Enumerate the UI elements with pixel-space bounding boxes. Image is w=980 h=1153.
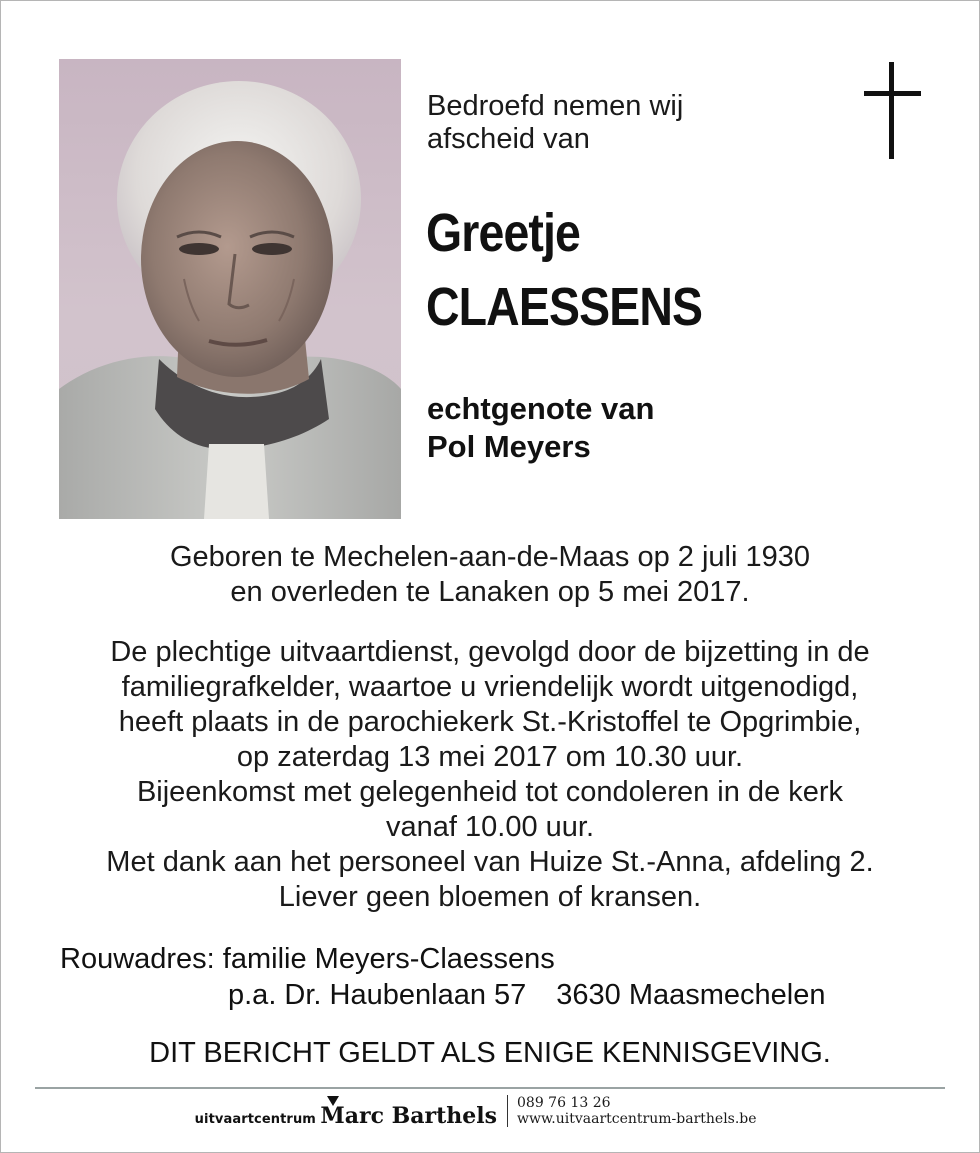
- portrait-photo: [59, 59, 401, 519]
- intro-line: Bedroefd nemen wij: [427, 90, 684, 122]
- funeral-home-logo: [195, 1103, 497, 1129]
- service-info: [40, 635, 940, 915]
- birth-death-info: [40, 540, 940, 610]
- cross-icon: [864, 62, 922, 160]
- logo-brand: Marc Barthels: [320, 1103, 497, 1129]
- spouse-name: Pol Meyers: [427, 429, 591, 464]
- mourning-address: [228, 978, 826, 1012]
- service-line: op zaterdag 13 mei 2017 om 10.30 uur.: [236, 741, 744, 773]
- death-line: en overleden te Lanaken op 5 mei 2017.: [230, 576, 750, 608]
- spouse-info: [427, 390, 654, 466]
- logo-prefix: uitvaartcentrum: [194, 1112, 316, 1127]
- mourning-address-label: Rouwadres: familie Meyers-Claessens: [60, 943, 555, 975]
- intro-text: [427, 90, 683, 156]
- intro-line: afscheid van: [427, 123, 590, 155]
- website-link[interactable]: www.uitvaartcentrum-barthels.be: [517, 1111, 757, 1127]
- footer-separator: [507, 1095, 508, 1127]
- service-line: vanaf 10.00 uur.: [386, 811, 594, 843]
- last-name: CLAESSENS: [426, 277, 703, 337]
- contact-info: [517, 1095, 757, 1127]
- notice-text: DIT BERICHT GELDT ALS ENIGE KENNISGEVING.: [149, 1037, 831, 1069]
- address-city: 3630 Maasmechelen: [556, 979, 826, 1011]
- phone-number: 089 76 13 26: [517, 1095, 611, 1111]
- service-line: Met dank aan het personeel van Huize St.-Anna, afdeling 2.: [106, 846, 874, 878]
- first-name: Greetje: [426, 203, 581, 263]
- service-line: Liever geen bloemen of kransen.: [278, 881, 702, 913]
- service-line: familiegrafkelder, waartoe u vriendelijk wordt uitgenodigd,: [121, 671, 859, 703]
- footer-divider: [35, 1087, 945, 1089]
- service-line: De plechtige uitvaartdienst, gevolgd door de bijzetting in de: [110, 636, 870, 668]
- service-line: Bijeenkomst met gelegenheid tot condoleren in de kerk: [136, 776, 844, 808]
- address-street: p.a. Dr. Haubenlaan 57: [228, 979, 527, 1011]
- birth-line: Geboren te Mechelen-aan-de-Maas op 2 juli 1930: [169, 541, 810, 573]
- deceased-name: [426, 196, 702, 344]
- spouse-label: echtgenote van: [427, 391, 655, 426]
- service-line: heeft plaats in de parochiekerk St.-Kristoffel te Opgrimbie,: [118, 706, 862, 738]
